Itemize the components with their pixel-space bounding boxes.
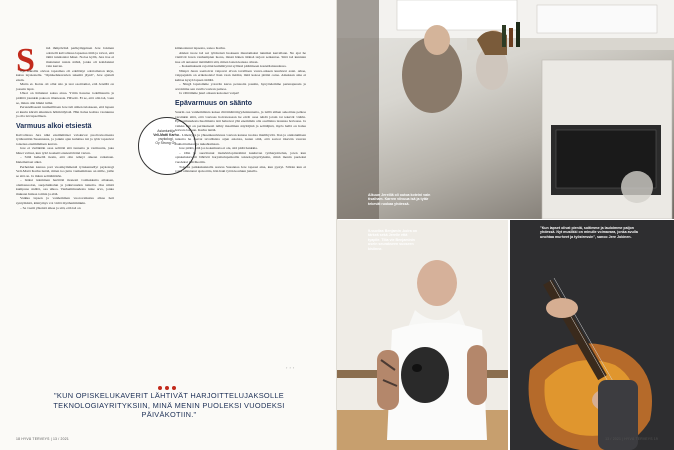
- article-paragraph: Jere päätti, että jos kokemusta ei ole, sitä pitää hankkia.: [179, 146, 258, 151]
- subheading: Varmuus alkoi etsiestä: [16, 122, 92, 130]
- article-paragraph: Suurin osa vanhemmista kokee riittämättömyydentunnetta, ja isillä siihen sekoittuu pelkoa varsinkin siitä, että vauvaas hoivatessaan he eivät osaa tehdä jotain tai tekevät väärin. Epävarmuudesta huolimatta isät haluavat yhä enemmän olla osallisina lastensa hoivassa. Ja vaikka isät on perinteisesti nähty maailman näyttäjinä ja selittäjinä, myös hellä on halua hoivata lastaan. Karhu tietää.: [175, 110, 306, 133]
- article-paragraph: Ja välttämme juuri oikean kokoiset vaipat!: [179, 91, 240, 96]
- dot: [158, 386, 162, 390]
- article-paragraph: Perustelliseesti tuumaillitaan Jere tuli siihen tulokseen, että lapsen ei kuulu kärsiä aikuisten höhmöilyistä. Hän halua kaittaa vastuunsa ja olla isä lapsellleen.: [16, 105, 114, 119]
- portrait-with-dog-photo: [337, 220, 508, 450]
- kitchen-photo-caption: Alkuun Jereillä oli outoa koteini vain tisaiham. Karren viivuua isä ja tytär tekevät ruokaa yhdessä.: [368, 193, 431, 206]
- continue-arrows: › › ›: [286, 365, 295, 370]
- article-paragraph: Toiselta paikkakunnalla asuvaa Susannaa Jere tapaasi aina, kun pystyi. Silloin kun ei voita omistanut ajokorttia, hän haki tytön kouluun junalla.: [175, 164, 306, 174]
- article-paragraph: Jere ei vieläkään osaa selittää sitä tunnetta ja varmuutta, joka hänet valtasi, kun tyttö kosketti ensiesiä hänä varten.: [16, 146, 114, 155]
- article-paragraph: Ulkoi on hälunnut saksa aissa. Yritin haastaa todellisuutta ja pidättä jotenkin pakoon tilanteesta. Häveitt. Ei se, että olin isä, vaan se, miten olin häkki tullut.: [16, 91, 114, 105]
- guitar-photo: [510, 220, 674, 450]
- guitar-illustration: [510, 220, 674, 450]
- folio-left: 18 HYVÄ TERVEYS | 13 / 2021: [16, 437, 69, 441]
- article-paragraph: Kalvollassa Jere näki ensimmäiset valokuvat puoltovuotiaasta tyttärestään Susannasta, ja jonkin ajan kuluttua isä ja tytär tapasivat toisensa ensimmäisen kerran.: [16, 132, 114, 146]
- folio-right: 13 / 2021 | HYVÄ TERVEYS 19: [605, 437, 658, 441]
- article-paragraph: Nyt kaksilla olevaa tapaamaa oli edeltänyt odottamaton kirje, kutsu leysiestelle. "Opiskelukaverien tekemä jäynä", Jere ajatteli ensin.: [16, 68, 114, 82]
- article-paragraph: inä ihmpävänä parikymppinen Jere Jokinen odottelli kalvollassa lapsensa äitiä ja toivoi, että tämä tunnistaisi hänet. Noloa kyllä, Jere itse ei muistanut naista nähtä, jonka oli kohdannut vain kerran.: [46, 46, 114, 69]
- portrait-photo-caption: 9-vuotias Benjamin -koira on tärkeä sekä Jerelle että tyapile. Tilia vie Benjaminin usein seurakseen suoseen kisiinne.: [368, 229, 418, 251]
- article-paragraph: Niinpä Jeren saattoivat vaipavat alvan tavallisen vauva-arkeen kuuluvat asiat. Ahaa, vaippejakin on erikokoisia! Kun vaan tietäisi, mitä kokoa pitäisi ostaa. Ainakaan aina ei kehtaa kysyä lapsen äidiltä.: [175, 68, 306, 82]
- dot: [172, 386, 176, 390]
- pull-quote: "KUN OPISKELUKAVERIT LÄHTIVÄT HARJOITTELUJAKSOLLE TEKNOLOGIAYRITYKSIIN, MINÄ MENIN PUOLEKSI VUODEKSI PÄIVÄKOTIIN.": [53, 391, 285, 420]
- article-paragraph: – Se vaatii yhteistä aikaa ja sitä, että isä on: [20, 205, 81, 210]
- article-paragraph: Aluksi tuore isä sai tyttärensä luokseen muutamaksi tunniksi kerrallaan. Ne ajat he viettivät Jeren vanhempien luona, missä hänen äitinsä tarjosi seikantaa. Siitä isä kunnian isse oli autaanut tietämättä sitä, miten lasten kanssa ollaan.: [175, 50, 306, 64]
- subheading: Epävarmuus on säänto: [175, 100, 253, 108]
- portrait-illustration: [337, 220, 508, 450]
- expert-title: psykologi,: [158, 137, 174, 142]
- article-paragraph: kiinnostunut lapsesta, sanoo Karhu.: [175, 46, 226, 50]
- guitar-photo-caption: "Kun lapset olivat pieniä, soitimme ja lauloimme paljon yhdessä. Nyt musiikki on minulle voimavara, jonka avulla unohtaa murheet ja työstressin", sanoo Jere Jokinen.: [540, 226, 638, 239]
- kitchen-photo: [337, 0, 674, 219]
- article-paragraph: Perheiden kanssa pari vuosikymmentä työskennellyt psykologi Veli-Matti Karhu tietää, miten iso juttu vanhemmaus on niille, joille se sitä on. Ja miten selittämätön.: [16, 164, 114, 178]
- drop-cap: S: [16, 42, 35, 79]
- article-paragraph: Vaikka lapsen ja vanhemman vuorovaikutus alkaa heti syntymästä, kiintymys voi viritä myöhemminkin.: [16, 196, 114, 205]
- article-paragraph: – Sillä hetkellä tiesin, että olin tehnyt oikean ratkaisun. Iskiemattaet alkoi.: [16, 155, 114, 165]
- expert-role: Asiantuntija: [157, 129, 175, 133]
- article-paragraph: – Olin jo suorittanut insinööriopintoihini kuuluvan työharjoittelun, joten kun opiskelukaverit lähtivät harjoittelupaikoille teknologiayrityksiin, minä menin puoleksi vuodeksi päiväkotiin.: [175, 150, 306, 165]
- article-paragraph: Mutta ei. Kotsu oli ollut aito ja tesi osoittamat, että Jereillä on jossain lapsi.: [16, 82, 114, 91]
- expert-name: Veli-Matti Karhu: [153, 133, 179, 138]
- expert-org: Oy Strong Oy.: [155, 141, 177, 146]
- article-paragraph: – Isäksi tuleminen herättää monesti voimakkaita ailaksen, olemassaolon, suojelunhalun ja jatkuvuuden tunteita. Osa niistä kumpuaa sisältä, osa ulkoa. Vanhemmuudesta tulee arvo, jonka mukaan haluaa toimia ja elää.: [16, 178, 114, 196]
- article-column-2: [175, 46, 306, 174]
- article-paragraph: – Kokemukseni rajoittui kummityöni syllissä pitämiseen kastetilaisuudessa.: [179, 64, 287, 69]
- article-column-1: [16, 42, 114, 210]
- dot: [165, 386, 169, 390]
- article-paragraph: – Läheisyys ja yhteenkuuluvuus vauvan kanssa tuottaa mielihyvää. Ilon ja onnistumisen tunteita he saavat tavallisista arjen asioista, kuten siitä, että saavat itkevän vauvan rauhoittumaan ja nukahtamaan.: [175, 132, 306, 146]
- kitchen-illustration: [337, 0, 674, 219]
- article-paragraph: – Ningä lapsiomme yotavän karsa perusoita passiin, hyeyttelemme perunapussia ja arvoimme sen avulla vauvan painoa.: [175, 82, 306, 91]
